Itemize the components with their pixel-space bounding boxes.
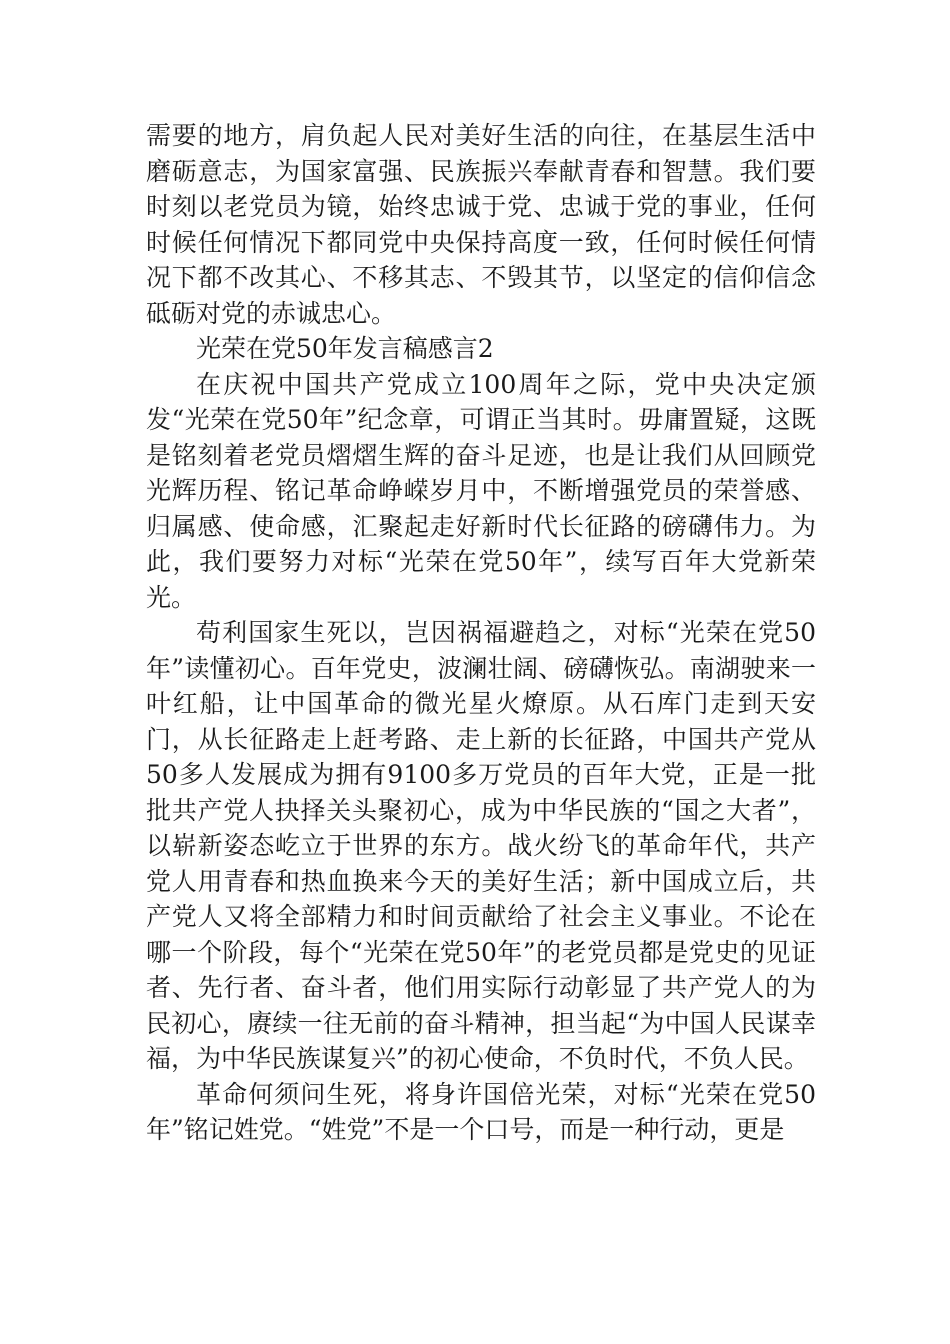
paragraph-continuation: 需要的地方，肩负起人民对美好生活的向往，在基层生活中磨砺意志，为国家富强、民族振兴奉献青春和智慧。我们要时刻以老党员为镜，始终忠诚于党、忠诚于党的事业，任何时候任何情况下都同党中央保持高度一致，任何时候任何情况下都不改其心、不移其志、不毁其节，以坚定的信仰信念砥砺对党的赤诚忠心。 — [146, 121, 816, 328]
paragraph-original-aspiration: 苟利国家生死以，岂因祸福避趋之，对标“光荣在党50年”读懂初心。百年党史，波澜壮阔、磅礴恢弘。南湖驶来一叶红船，让中国革命的微光星火燎原。从石库门走到天安门，从长征路走上赶考路、走上新的长征路，中国共产党从50多人发展成为拥有9100多万党员的百年大党，正是一批批共产党人抉择关头聚初心，成为中华民族的“国之大者”，以崭新姿态屹立于世界的东方。战火纷飞的革命年代，共产党人用青春和热血换来今天的美好生活；新中国成立后，共产党人又将全部精力和时间贡献给了社会主义事业。不论在哪一个阶段，每个“光荣在党50年”的老党员都是党史的见证者、先行者、奋斗者，他们用实际行动彰显了共产党人的为民初心，赓续一往无前的奋斗精神，担当起“为中国人民谋幸福，为中华民族谋复兴”的初心使命，不负时代，不负人民。 — [146, 618, 816, 1073]
paragraph-party-loyalty: 革命何须问生死，将身许国倍光荣，对标“光荣在党50年”铭记姓党。“姓党”不是一个口号，而是一种行动，更是 — [146, 1079, 816, 1144]
document-body — [146, 118, 816, 1148]
paragraph-intro: 在庆祝中国共产党成立100周年之际，党中央决定颁发“光荣在党50年”纪念章，可谓正当其时。毋庸置疑，这既是铭刻着老党员熠熠生辉的奋斗足迹，也是让我们从回顾党光辉历程、铭记革命峥嵘岁月中，不断增强党员的荣誉感、归属感、使命感，汇聚起走好新时代长征路的磅礴伟力。为此，我们要努力对标“光荣在党50年”，续写百年大党新荣光。 — [146, 369, 816, 612]
section-heading: 光荣在党50年发言稿感言2 — [196, 334, 494, 363]
